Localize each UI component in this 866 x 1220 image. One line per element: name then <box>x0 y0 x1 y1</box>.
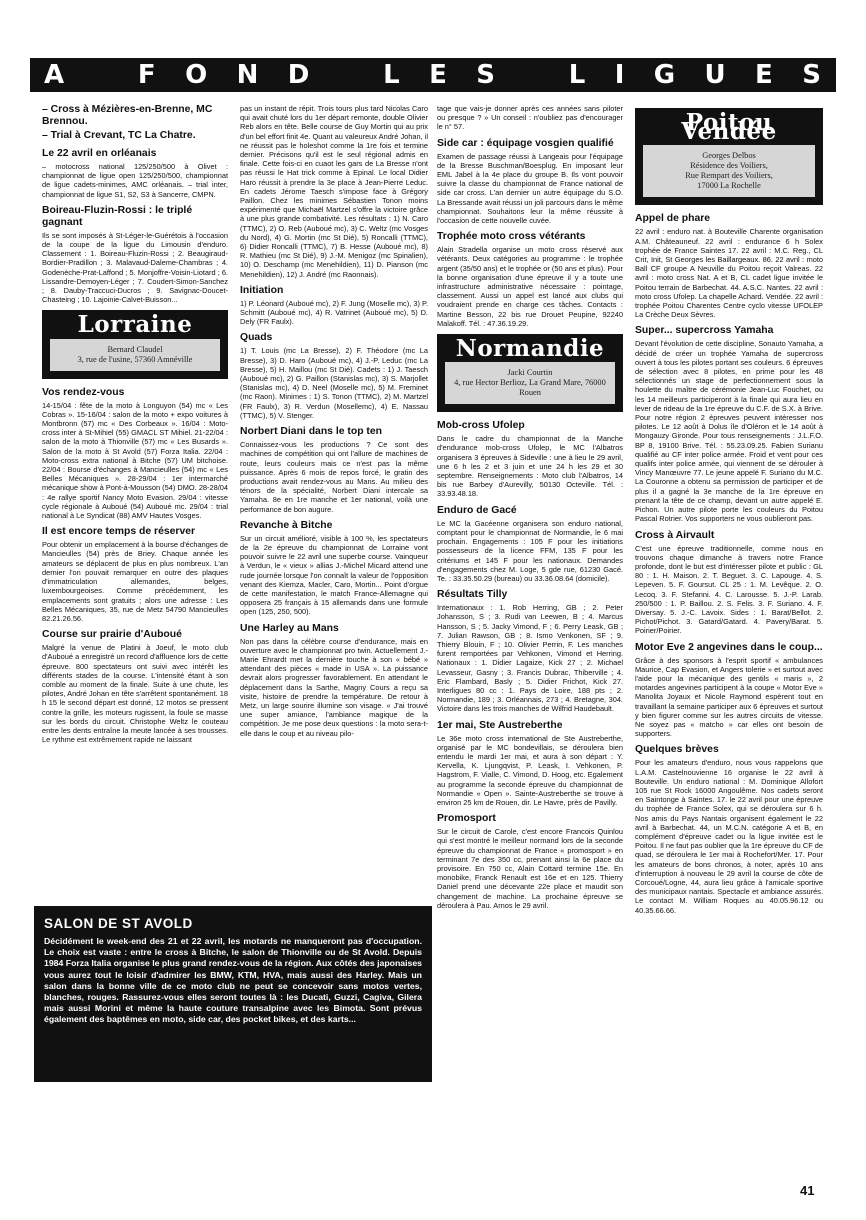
league-address <box>643 145 815 197</box>
banner-letter: L <box>568 60 587 90</box>
league-address <box>50 339 220 371</box>
article-title: Super... supercross Yamaha <box>635 325 774 337</box>
article-body: Malgré la venue de Platini à Joeuf, le moto club d'Auboué a enregistré un record d'affluence lors de cette épreuve. 800 spectateurs ont suivi avec intérêt les différents stades de la course. L'intensité étant à son comble au moment de la finale. Suite à une chute, les pilotes, André Johan en tête s'arrêtent spontanément. 18 h 15 le second départ est donné, 12 motos se pressent contre la grille, les moteurs rugissent, la foule se masse sur les bords du circuit. Christophe Weltz le couteau entre les dents entraîne la meute lancée à ses trousses. Le rythme est extrêmement rapide ne laissant <box>42 643 228 745</box>
intro-line: – Trial à Crevant, TC La Chatre. <box>42 130 196 141</box>
address-line: Résidence des Voiliers, <box>690 161 768 171</box>
article-body: Dans le cadre du championnat de la Manche d'endurance mob-cross Ufolep, le MC l'Albatros organisera 3 épreuves à Sideville : une à lieu le 29 avril, une 6 h les 2 et 3 juin et une 24 h les 29 et 30 septembre. Renseignements : Moto club l'Albatros, 14 bis rue Barbey d'Aurevilly, 50130 Octeville. Tél. : 33.93.48.18. <box>437 434 623 499</box>
league-title: Normandie <box>455 335 605 363</box>
article-body: 14-15/04 : fête de la moto à Longuyon (54) mc « Les Cobras ». 15-16/04 : salon de la moto + expo voitures à Montbronn (57) mc « Des Corbeaux ». 16/04 : Moto-cross inter à St-Mihiel (55) GMACL ST Mihiel. 21-22/04 : salon de la moto à Thionville (57) mc « Les Busards ». Salon de la moto à St Avold (57) Forza Italia. 22/04 : Moto-cross extra national à Bitche (57) UM bitchoise. 22/04 : Bourse d'échanges à Mancieulles (54) mc « Les Belles Mécaniques ». 28-29/04 : 1er intermarché mécanique show à Pont-à-Mousson (54) DMO. 28-28/04 : 4e rallye sportif Nancy Moto Evasion. 29/04 : vitesse cycle régionale à Auboué (54) Auboué mc. 29/04 : trial national à Le Syndicat (88) AMV Hautes Vosges. <box>42 400 228 521</box>
article-title: Résultats Tilly <box>437 589 508 601</box>
article-body: Le MC la Gacéenne organisera son enduro national, comptant pour le championnat de Normandie, le 6 mai prochain. Engagements : 105 F pour les initiations possesseurs de la licence FFM, 135 F pour les critériums et 145 F pour les nationaux. Demandes d'engagements chez M. Loge, 5 gde rue, 61230 Gacé. Te. : 33.35.50.29 (bureau) ou 33.36.08.64 (domicile). <box>437 518 623 583</box>
article-body: Internationaux : 1. Rob Herring, GB ; 2. Peter Johansson, S ; 3. Rudi van Leewen, B ; 4. Marcus Hansson, S ; 5. Jacky Vimond, F ; 6. Perry Leask, GB ; 7. Julian Rawson, GB ; 8. Ismo Venkonen, SF ; 9. Thierry Blouin, F ; 10. Olivier Perrin, F. Les manches furent remportées par Vehkonen, Vimond et Herring. Nationaux : 1. Didier Lagaize, Kick 27 ; 2. Michael Levasseur, Gasny ; 3. Francis Dubrac, Thiberville ; 4. Eric Flambard, Basly ; 5. Didier Frichot, Kick 27. Interligues 80 cc : 1. Pays de Loire, 188 pts ; 2. Normandie, 189 ; 3. Orléannais, 273 ; 4. Bretagne, 304. Victoire dans les trois manches de Wilfrid Haudebault. <box>437 603 623 714</box>
column-3 <box>437 104 623 911</box>
banner-letter: L <box>383 60 401 90</box>
article-title: Quelques brèves <box>635 744 719 756</box>
banner-letter: E <box>429 60 448 90</box>
banner-letter: I <box>614 60 626 90</box>
article-title: Le 22 avril en orléanais <box>42 148 157 159</box>
banner-letter: U <box>704 60 727 90</box>
address-line: 4, rue Hector Berlioz, La Grand Mare, 76000 Rouen <box>454 378 606 398</box>
article-title: Il est encore temps de réserver <box>42 526 196 538</box>
address-line: Bernard Claudel <box>107 344 163 354</box>
page-number: 41 <box>800 1183 815 1198</box>
article-body: Pour les amateurs d'enduro, nous vous rappelons que L.A.M. Castelnouvienne 16 organise le 22 avril à Bouteville. Un enduro national : M. Dominique Allofort 105 rue St Rock 16000 Angoulême. Nos cadets seront en Saintonge à Saintes. 17. le 22 avril pour une épreuve du trophée de France Solex, qui se déroulera sur 6 h. Nos amis du Pays Nantais organisent également le 22 avril à Barbechat. 44, un M.C.N. catégorie A et B, en complément d'épreuve cadet ou la ligue invitée est le Poitou. Il ne faut pas oublier que la 1re épreuve du CF de quad, se déroulera le 1er mai à Rochefort/Mer. 17. Pour les amateurs de bons chronos, à noter, après 10 ans d'interruption à nouveau le 29 avril la course de côte de Corcoué/Logne, 44, aura lieu grâce à l'amicale sportive des municipaux nantais. Spectacle et ambiance assurés. Le contact M. William Roques au 40.05.96.12 ou 40.35.66.66. <box>635 758 823 915</box>
league-title: Poitou Vendée <box>681 109 777 146</box>
article-title: Motor Eve 2 angevines dans le coup... <box>635 641 823 653</box>
banner-letter: G <box>653 60 677 90</box>
article-title: Vos rendez-vous <box>42 386 125 398</box>
article-body: Sur le circuit de Carole, c'est encore Francois Quinlou qui s'est montré le meilleur normand lors de la seconde épreuve du championnat de France « promosport » en terminant 7e des 350 cc, prenant ainsi la 6e place du provisoire. En 750 cc, Alain Cottard termine 15e. En monobike, Franck Renault est 16e et en 125. Thierry Daniel prend une décevante 22e place et maudit son changement de machine. La prochaine épreuve se déroulera à Pau. Arnos le 29 avril. <box>437 827 623 910</box>
article-body: 1) T. Louis (mc La Bresse), 2) F. Théodore (mc La Bresse), 3) D. Haro (Auboué mc), 4) J.-P. Leduc (mc La Bresse), 5) H. Maillou (mc St Dié). Cadets : 1) J. Taesch (Auboué mc), 2) G. Paillon (Stanislas mc), 3) S. Marjollet (Stanislas mc), 4) D. Neel (Moselle mc), 5) M. Freminet (mc Raon). Minimes : 1) S. Tonon (TTMC), 2) M. Martzel (FR Faulx), 3) R. Verdun (Mosellemc), 4) E. Nassau (TTMC), 5) V. Stenger. <box>240 346 428 420</box>
article-body: Examen de passage réussi à Langeais pour l'équipage de la Bresse Buschman/Boesplug. En imposant leur EML Jabel à la 4e place du groupe B. Ils vont pouvoir suivre la classe du championnat de France national de side car cross. L'an dernier un autre équipage du S.O. La Bressande avait réussi un joli parcours dans le même championnat. Souhaitons leur la même réussite à l'occasion de cette nouvelle cuvée. <box>437 151 623 226</box>
banner-letter: E <box>755 60 774 90</box>
league-address <box>445 362 615 404</box>
article-body: Pour obtenir un emplacement à la bourse d'échanges de Mancieulles (54) près de Briey. Chaque année les amateurs se déplacent de plus en plus nombreux. L'an dernier l'on pouvait remarquer en outre des plaques d'immatriculation allemandes, belges, luxembourgeoises. Comme précédemment, les emplacements sont gratuits ; alors une adresse : Les Belles Mécaniques, 35, rue de Metz 54790 Mancieulles 82.21.26.56. <box>42 540 228 623</box>
article-body: Sur un circuit amélioré, visible à 100 %, les spectateurs de la 2e épreuve du championnat de Lorraine vont pouvoir suivre le 22 avril une superbe course. Vainqueur à Verdun, le « vieux » allias J.-Michel Micard attend une rude journée lorsque l'on connaît la valeur de l'opposition venant des Kiemza, Macler, Caro, Mortin... Point d'orgue de cette manifestation, le match France-Allemagne qui opposera 25 français à 15 allemands dans une formule open (125, 250, 500). <box>240 533 428 617</box>
banner-letter: O <box>185 60 209 90</box>
article-title: Mob-cross Ufolep <box>437 420 525 432</box>
article-title: Initiation <box>240 284 284 296</box>
address-line: 17000 La Rochelle <box>697 181 761 191</box>
article-title: Course sur prairie d'Auboué <box>42 629 182 641</box>
article-body: – motocross national 125/250/500 à Olivet : championnat de ligue open 125/250/500, championnat de ligue cadets-minimes, AMC orléanais. – trial inter, championnat de ligue S1, S2, S3 à Sancerre, CMPN. <box>42 162 228 199</box>
section-banner <box>30 58 836 92</box>
banner-letter: N <box>236 60 260 90</box>
article-body: Devant l'évolution de cette discipline, Sonauto Yamaha, a décidé de créer un trophée Yamaha de supercross ouvert à tous les pilotes portant ses couleurs. 6 épreuves de sélection avec 8 pilotes, en prime pour les 48 sélectionnés un stage de perfectionnement sous la houlette du maître de cérémonie Jean-Luc Fouchet, ou les 14 meilleurs participeront à la finale qui aura lieu en lever de rideau de la 1re épreuve du C.F. de S.X. à Brive. Pour notre région 2 épreuves peuvent intéresser nos pilotes. Le 12 août à Dolus île d'Oléron et le 14 août à Mongauzy Gironde. Pour tous renseignements : J.L.F.O. BP 8, 19100 Brive. Tél. : 55.23.09.25. Fabien Surianu qualifié au CF inter police armée. Froid et vent pour ces qualifs inter police armée, qui viennent de se dérouler à Vincy Manœuvre 77. Le jeune appelé F. Suriano du M.C. La Couronne a obtenu sa permission de participer et de plus il a gagné la 3e manche de la 1re épreuve en prenant la tête de ce champ, devant un autre appelé E. Pichon. Un autre pilote porte les couleurs du Poitou Pascal Rotrier. Vos supporters ne vous oublieront pas. <box>635 339 823 524</box>
banner-letter: D <box>287 60 311 90</box>
league-title: Lorraine <box>77 311 193 339</box>
article-body: tage que vais-je donner après ces années sans piloter ou presque ? » Un conseil : n'oubliez pas d'encourager le n° 57. <box>437 104 623 132</box>
league-box-lorraine <box>42 310 228 378</box>
article-title: Quads <box>240 332 273 344</box>
column-4 <box>635 104 823 916</box>
article-body: Connaissez-vous les productions ? Ce sont des machines de compétition qui ont l'allure de machines de route, leurs couleurs mais ce n'est pas la même puissance. Après 6 mois de repos forcé, le gratin des productions avait rendez-vous au Mans. Au milieu des ténors de la spécialité, Norbert Diani intercale sa Yamaha. 8e en 1re manche et 1er national, voilà une performance de bon augure. <box>240 440 428 514</box>
address-line: Georges Delbos <box>702 151 756 161</box>
banner-letter: S <box>802 60 822 90</box>
salon-body: Décidément le week-end des 21 et 22 avril, les motards ne manqueront pas d'occupation. Le choix est vaste : entre le cross à Bitche, le salon de Thionville ou de St Avold. Depuis 1984 Forza Italia organise le plus grand rendez-vous de la région. Aux côtés des japonaises vous aurez tout le loisir d'admirer les BMW, KTM, HVA, mais aussi des Harley. Mais un salon dans la bonne ville de ce moto club ne peut se concevoir sans motos vertes, blanches, rouges. Rassurez-vous elles seront toutes là : les Ducati, Guzzi, Cagiva, Gilera mais aussi Morini et même la haute couture transalpine avec les Bimota. Sont prévus également des baptêmes en moto, side car, des pocket bikes, et des karts... <box>44 936 422 1025</box>
article-body: 1) P. Léonard (Auboué mc), 2) F. Jung (Moselle mc), 3) P. Schmitt (Auboué mc), 4) R. Vatrinet (Auboué mc), 5) D. Dely (FR Faulx). <box>240 298 428 327</box>
article-title: Une Harley au Mans <box>240 622 339 634</box>
article-body: Ils se sont imposés à St-Léger-le-Guérétois à l'occasion de la coupe de la ligue du Limousin d'enduro. Classement : 1. Boireau-Fluzin-Rossi ; 2. Beaugiraud-Bordier-Pradillon ; 3. Malavaud-Daleme-Chambras ; 4. Godenèche-Prat-Laffond ; 5. Monjoffre-Voisin-Liotard ; 6. Lissandre-Demoyen-Léger ; 7. Coudert-Simon-Sanchez ; 8. Dauby-Traccuci-Ducros ; 9. Savignac-Doucet-Chasteing ; 10. Lajoinie-Calvet-Buisson... <box>42 230 228 305</box>
article-title: Promosport <box>437 813 496 825</box>
banner-letter: S <box>476 60 496 90</box>
article-body: Non pas dans la célèbre course d'endurance, mais en ouverture avec le championnat pro twin. Actuellement J.-Marie Ehrardt met la dernière touche à son « bébé » attendant des pièces « made in USA ». La puissance devrait alors progresser favorablement. En attendant le déplacement dans la Sarthe, Magny Cours a reçu sa visite, histoire de prendre la température. De retour à Metz, un large sourire illumine son visage. « J'ai trouvé une super amiance, l'ambiance magique de la compétition. Je me pose deux questions : la moto sera-t-elle dans le coup et au niveau pilo- <box>240 636 428 738</box>
salon-st-avold-box <box>34 906 432 1082</box>
article-body: Grâce à des sponsors à l'esprit sportif « ambulances Maurice, Cap Evasion, et Angers tolerie » et surtout avec l'aide pour la mécanique des gentils « maris », 2 motardes angevines participent à la coupe « Motor Eve » Manolita Joyaux et Nicole Raymond espèrent tout en travaillant la semaine participer aux 6 épreuves et surtout y bien figurer comme sur les autres circuits de vitesse. Ne soyez pas « matcho » car elles ont besoin de supporters. <box>635 655 823 739</box>
article-title: 1er mai, Ste Austreberthe <box>437 719 563 731</box>
salon-title: SALON DE ST AVOLD <box>44 916 193 931</box>
article-body: Alain Stradella organise un moto cross réservé aux vétérants. Deux catégories au programme : le trophée argent (35/50 ans) et le trophée or (50 ans et plus). Pour la bonne organisation d'une épreuve il y a toute une infrastructure administrative nécessaire : pointage, classement. Aussi un appel est lancé aux clubs qui voudraient prende en charge ces tâches. Contacts : Martine Besson, 22 bis rue Drouet Peupine, 92240 Malakoff. Tél. : 47.36.19.29. <box>437 245 623 328</box>
article-title: Enduro de Gacé <box>437 504 517 516</box>
column-2 <box>240 104 428 739</box>
intro-line: – Cross à Mézières-en-Brenne, MC Brennou. <box>42 104 213 127</box>
article-title: Revanche à Bitche <box>240 519 333 531</box>
article-body: pas un instant de répit. Trois tours plus tard Nicolas Caro qui avait chuté lors du 1er départ remonte, double Olivier Reb alors en tête. Belle course de Guy Mortin qui au prix d'un bel effort finit 4e. Quant au valeureux André Johan, il ne réussit pas le holeshot comme la 1re fois et termine dernier. Précisons qu'il est le seul régional admis en finale. Cette fois-ci en cuaot les gars de La Bresse n'ont pas réussi le Hat trick comme à Epinal. Le local Didier Haro réussit à prendre la 3e place à Jean-Pierre Leduc. En cadets Jérome Taesch s'impose face à Grégory Paillon. Chez les minimes Sébastien Tonon moins expérimenté que Michaël Martzel s'offre la victoire grâce à une plus grande combativité. Les résultats : 1) N. Caro (TTMC), 2) O. Reb (Auboué mc), 3) C. Weltz (mc Vosges du Nord), 4) G. Mortin (mc St Dié), 5) Roncalli (TTMC), 6) Didier Roncalli (TTMC), 7) B. Hesse (Auboué mc), 8) R. Mathieu (mc St Dié), 9) J.-M. Menigoz (mc Spinalien), 10) O. Deschamp (mc Menehildien), 11) D. Pianson (mc Menehildien), 12) J. André (mc Raonnais). <box>240 104 428 279</box>
article-title: Side car : équipage vosgien qualifié <box>437 137 614 149</box>
league-box-normandie <box>437 334 623 412</box>
article-title: Norbert Diani dans le top ten <box>240 426 383 438</box>
article-body: C'est une épreuve traditionnelle, comme nous en trouvons chaque dimanche à travers notre France profonde, dont le but est d'intéresser pilote et public : GL 80 : 1. H. Maison. 2. T. Beguet. 3. C. Lapouge. 4. S. Lepeven. 5. F. Goursut. CL 25 : 1. M. Levêque. 2. O. Lecoq. 3. F. Stefanni. 4. C. Larousse. 5. J.-P. Larab. 250/500 : 1. P. Baillou. 2. S. Felis. 3. F. Suriano. 4. F. Diversay. 5. J.-C. Lavoix. Sides : 1. Barat/Bellot. 2. Pichot/Pichot. 3. Gatard/Gatard. 4. Pavery/Barat. 5. Poirier/Poirier. <box>635 543 823 636</box>
league-box-poitou-vendee <box>635 108 823 205</box>
article-title: Appel de phare <box>635 213 711 225</box>
article-body: 22 avril : enduro nat. à Bouteville Charente organisation A.M. Châteauneuf. 22 avril : endurance 6 h Solex trophée de France Saintes 17. 22 avril : M.C. Reg., CL Crit, Init, St Georges les Baillargeaux. 86. 22 avril : moto Ball CF groupe A Neuville du Poitou reçoit Valreas. 22 avril : moto cross Nat. A et B, CL cadet ligue invitée le Poitou terrain de Barbechat. 44. A.S.C. Nantes. 22 avril : moto cross Ufolep. La chapelle Achard. Vendée. 22 avril : trophée Poitou Charentes Centre cyclo vitesse UFOLEP La Crèche Deux Sèvres. <box>635 227 823 320</box>
article-title: Trophée moto cross vétérants <box>437 231 586 243</box>
address-line: 3, rue de l'usine, 57360 Amnéville <box>77 354 193 364</box>
banner-letter: A <box>44 60 66 90</box>
article-title: Boireau-Fluzin-Rossi : le triplé gagnant <box>42 204 193 228</box>
article-body: Le 36e moto cross international de Ste Austreberthe, organisé par le MC bondevillais, se déroulera bien entendu le mardi 1er mai, et aura à son départ : Y. Kervella, K. Ljungqvist, P. Leask, I. Vehkonen, P. Hagstrom, F. Vialle, C. Vimond, D. Hoog, etc. Egalement au programme la seconde épreuve du championnat de Normandie « Open ». Sainte-Austreberthe se trouve à environ 25 km de Rouen, dir. Le Havre, près de Pavilly. <box>437 733 623 807</box>
column-1 <box>42 104 228 745</box>
address-line: Rue Rempart des Voiliers, <box>685 171 773 181</box>
address-line: Jacki Courtin <box>507 368 553 378</box>
article-title: Cross à Airvault <box>635 529 715 541</box>
banner-letter: F <box>137 60 157 90</box>
